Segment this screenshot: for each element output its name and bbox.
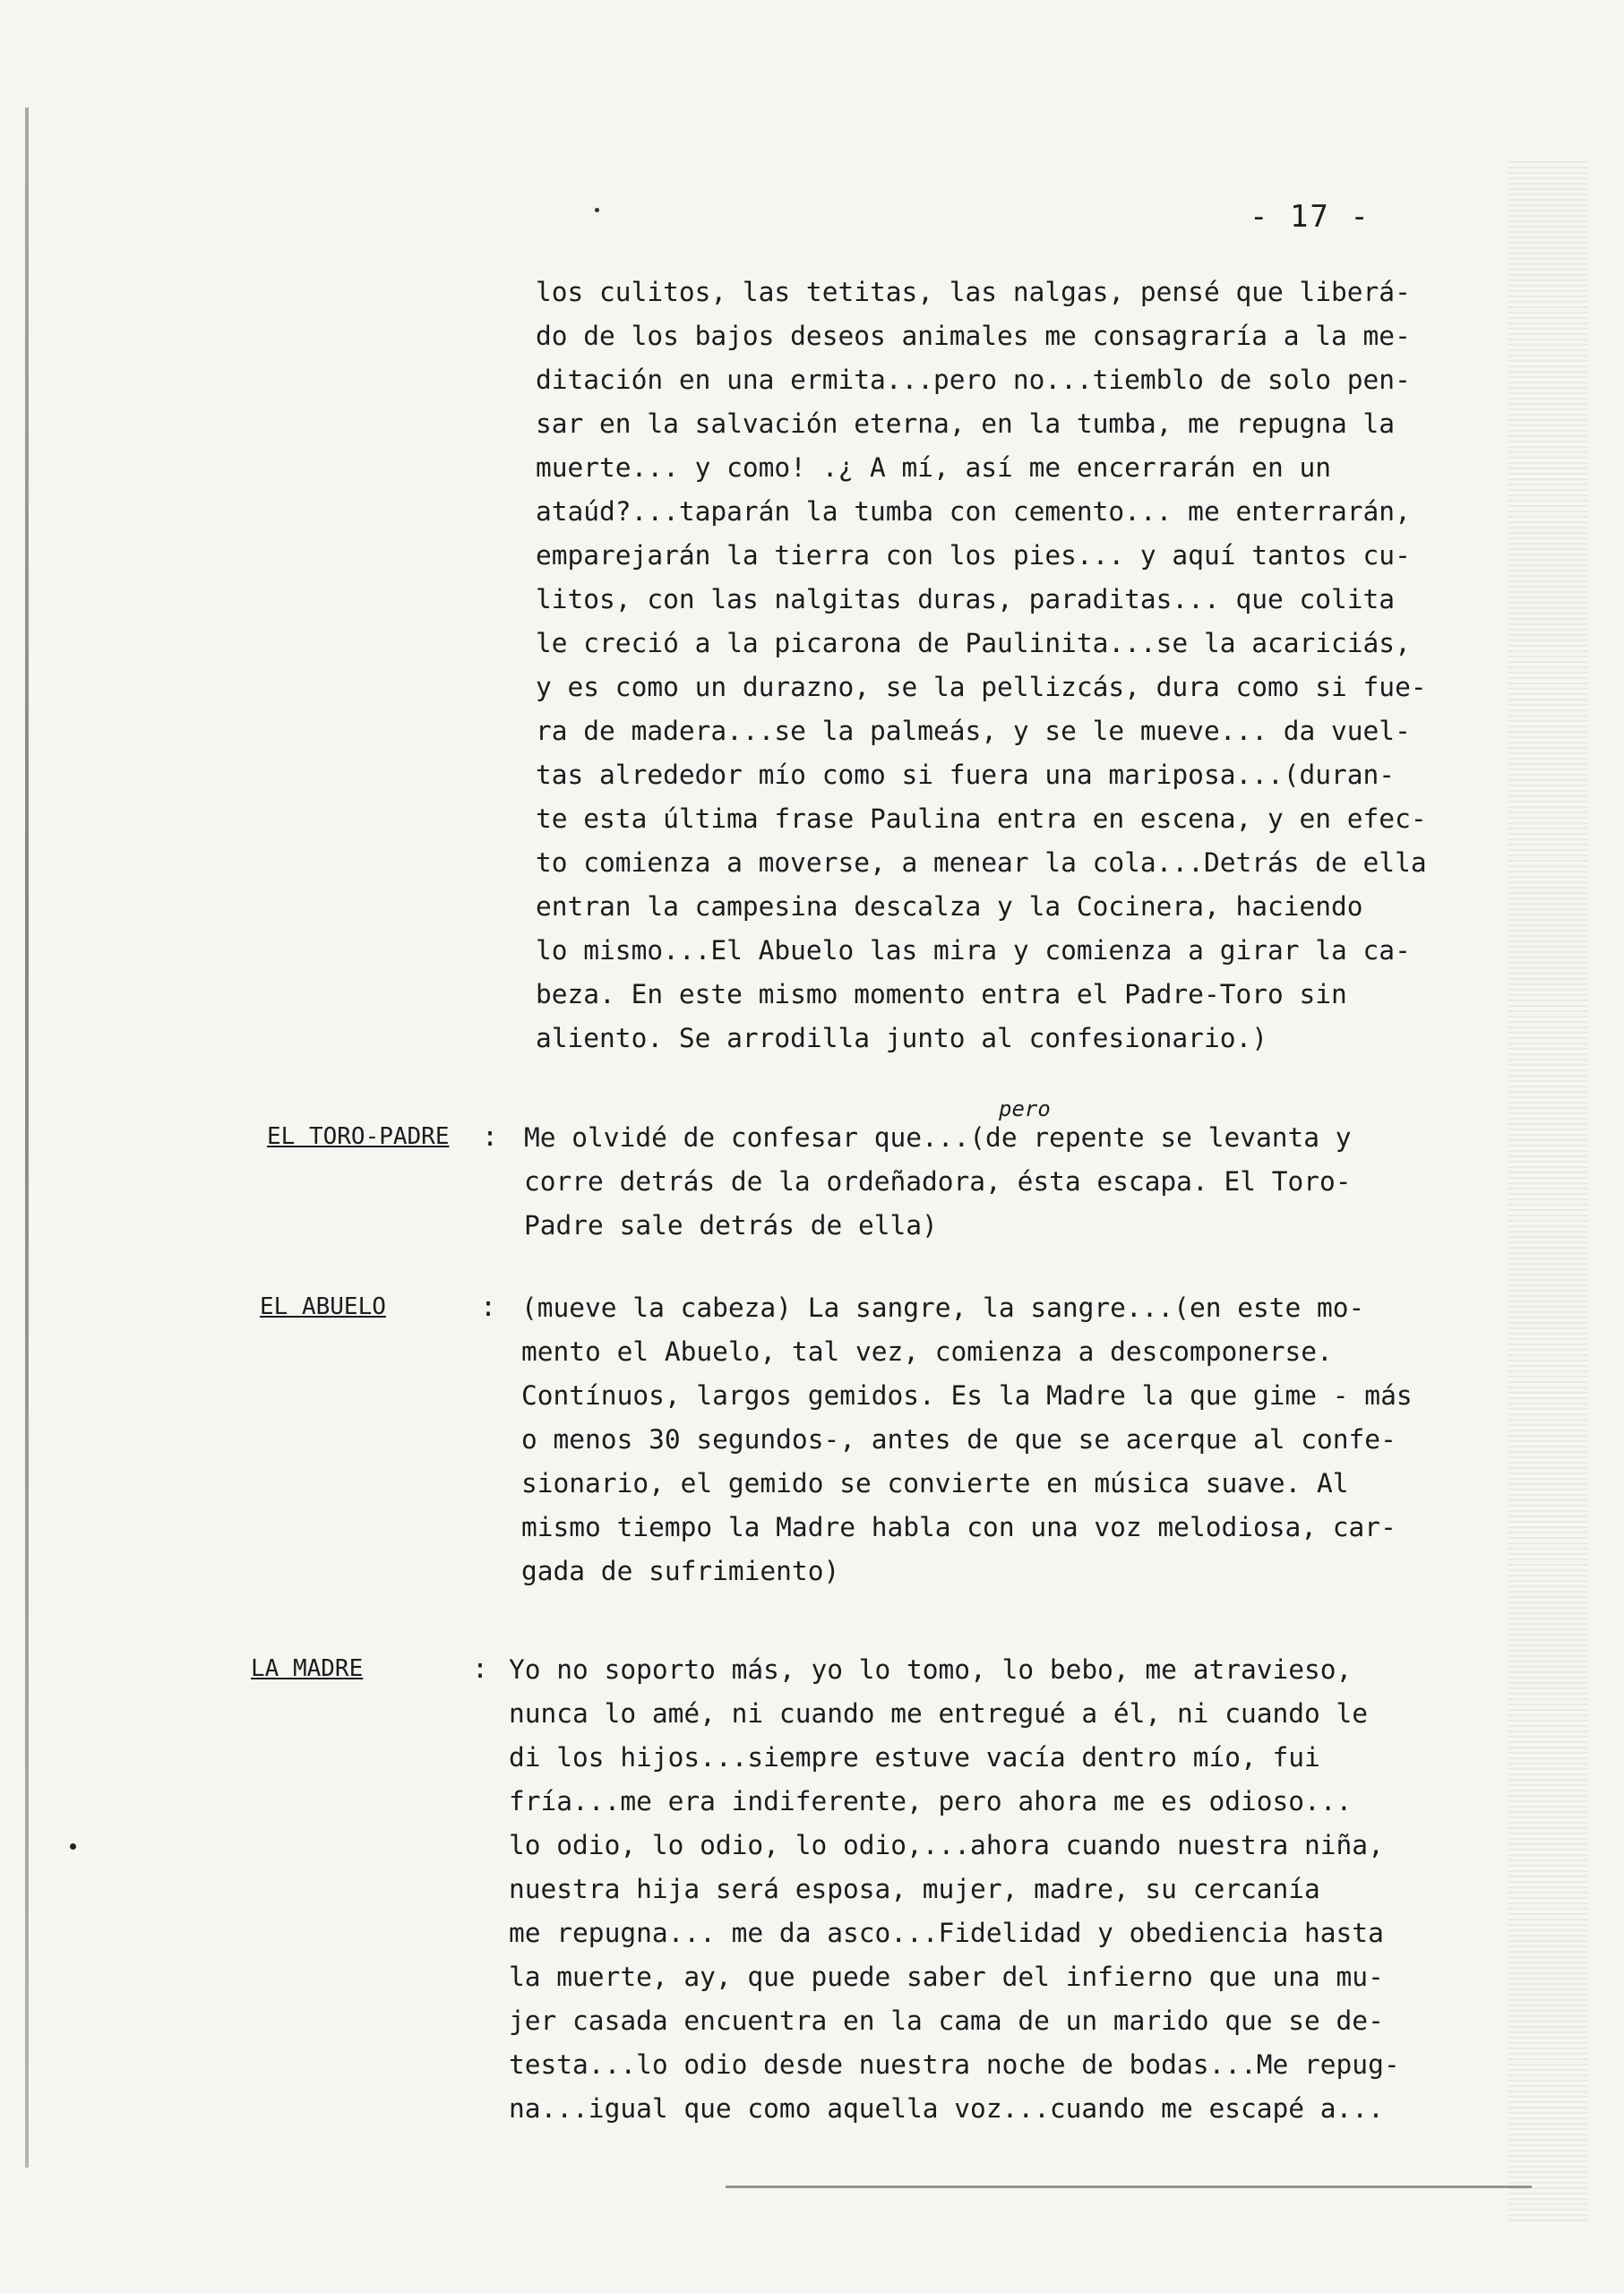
text-line: sar en la salvación eterna, en la tumba, me repugna la [536, 408, 1396, 439]
text-line: mento el Abuelo, tal vez, comienza a descomponerse. [521, 1336, 1333, 1367]
text-line: Yo no soporto más, yo lo tomo, lo bebo, me atravieso, [509, 1654, 1353, 1685]
speaker-colon: : [482, 1121, 499, 1153]
intro-paragraph [536, 271, 1427, 1061]
speaker-abuelo: EL ABUELO [260, 1293, 386, 1320]
text-line: ditación en una ermita...pero no...tiemblo de solo pen- [536, 365, 1411, 395]
margin-dot [70, 1843, 76, 1850]
text-line: jer casada encuentra en la cama de un marido que se de- [509, 2005, 1384, 2036]
handwritten-annotation: pero [999, 1096, 1051, 1121]
ink-dot [595, 208, 599, 212]
text-line: tas alrededor mío como si fuera una mariposa...(duran- [536, 760, 1396, 790]
text-line: gada de sufrimiento) [521, 1556, 840, 1586]
text-line: Me olvidé de confesar que...(de repente se levanta y [524, 1122, 1352, 1153]
text-line: o menos 30 segundos-, antes de que se acerque al confe- [521, 1424, 1396, 1455]
right-binding-edge [1508, 161, 1588, 2221]
text-line: nuestra hija será esposa, mujer, madre, su cercanía [509, 1874, 1320, 1904]
text-line: lo mismo...El Abuelo las mira y comienza a girar la ca- [536, 935, 1411, 966]
abuelo-dialogue [521, 1286, 1413, 1593]
madre-dialogue [509, 1648, 1400, 2131]
text-line: do de los bajos deseos animales me consagraría a la me- [536, 321, 1411, 351]
text-line: ataúd?...taparán la tumba con cemento... me enterrarán, [536, 496, 1411, 527]
text-line: litos, con las nalgitas duras, paraditas... que colita [536, 584, 1396, 614]
text-line: los culitos, las tetitas, las nalgas, pensé que liberá- [536, 277, 1411, 307]
speaker-madre: LA MADRE [251, 1655, 364, 1682]
text-line: muerte... y como! .¿ A mí, así me encerrarán en un [536, 452, 1332, 483]
speaker-colon: : [480, 1292, 497, 1323]
text-line: le creció a la picarona de Paulinita...se la acariciás, [536, 628, 1411, 658]
text-line: sionario, el gemido se convierte en música suave. Al [521, 1468, 1349, 1499]
text-line: te esta última frase Paulina entra en escena, y en efec- [536, 803, 1427, 834]
text-line: aliento. Se arrodilla junto al confesionario.) [536, 1023, 1267, 1053]
page-number: - 17 - [1250, 199, 1371, 235]
speaker-toro-padre: EL TORO-PADRE [267, 1123, 450, 1150]
text-line: entran la campesina descalza y la Cocinera, haciendo [536, 891, 1363, 922]
text-line: beza. En este mismo momento entra el Padre-Toro sin [536, 979, 1347, 1009]
text-line: emparejarán la tierra con los pies... y aquí tantos cu- [536, 540, 1411, 571]
text-line: la muerte, ay, que puede saber del infierno que una mu- [509, 1962, 1384, 1992]
text-line: di los hijos...siempre estuve vacía dentro mío, fui [509, 1742, 1320, 1773]
text-line: mismo tiempo la Madre habla con una voz melodiosa, car- [521, 1512, 1396, 1542]
text-line: to comienza a moverse, a menear la cola...Detrás de ella [536, 847, 1427, 878]
text-line: testa...lo odio desde nuestra noche de bodas...Me repug- [509, 2049, 1400, 2080]
text-line: (mueve la cabeza) La sangre, la sangre...(en este mo- [521, 1292, 1365, 1323]
text-line: ra de madera...se la palmeás, y se le mueve... da vuel- [536, 716, 1411, 746]
text-line: Padre sale detrás de ella) [524, 1210, 938, 1241]
speaker-colon: : [472, 1653, 489, 1685]
text-line: nunca lo amé, ni cuando me entregué a él, ni cuando le [509, 1698, 1369, 1729]
text-line: lo odio, lo odio, lo odio,...ahora cuando nuestra niña, [509, 1830, 1384, 1860]
text-line: na...igual que como aquella voz...cuando me escapé a... [509, 2093, 1384, 2124]
text-line: Contínuos, largos gemidos. Es la Madre la que gime - más [521, 1380, 1413, 1411]
text-line: corre detrás de la ordeñadora, ésta escapa. El Toro- [524, 1166, 1352, 1197]
toro-padre-dialogue [524, 1116, 1352, 1248]
text-line: y es como un durazno, se la pellizcás, dura como si fue- [536, 672, 1427, 702]
text-line: fría...me era indiferente, pero ahora me es odioso... [509, 1786, 1353, 1816]
left-binding-edge [25, 107, 29, 2168]
text-line: me repugna... me da asco...Fidelidad y obediencia hasta [509, 1918, 1384, 1948]
bottom-rule [726, 2186, 1532, 2188]
